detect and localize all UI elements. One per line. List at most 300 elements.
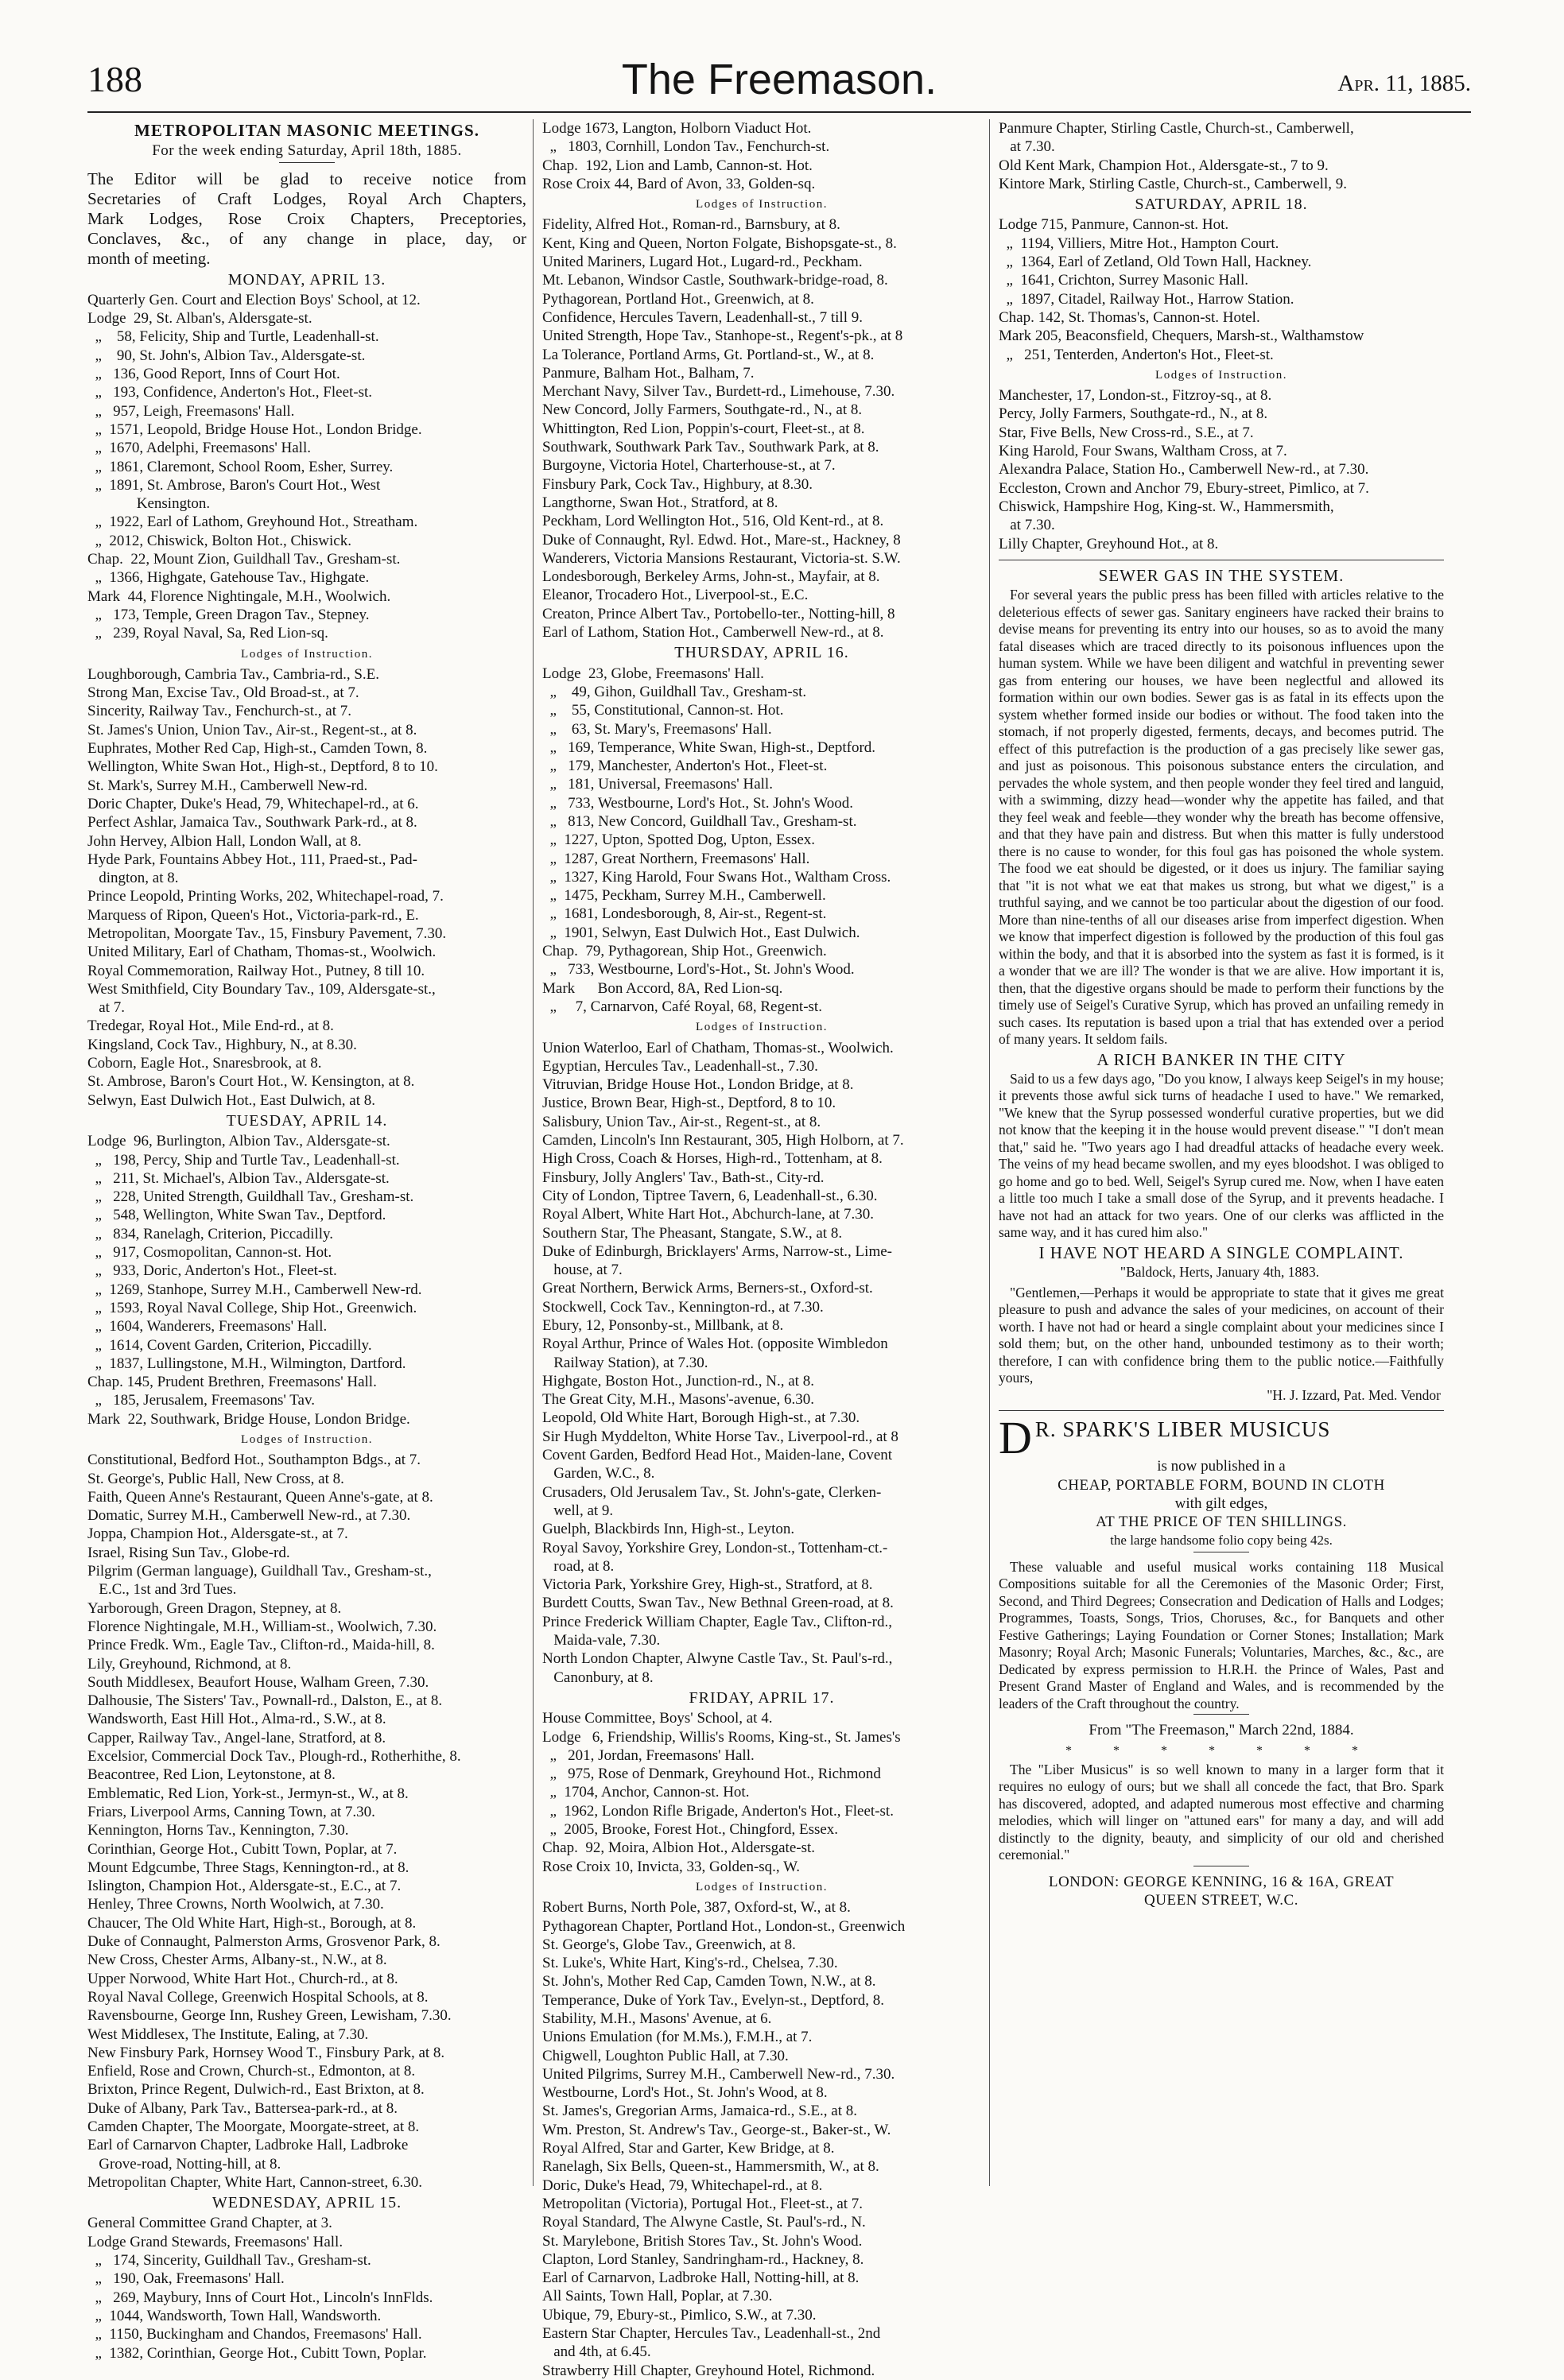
listing-line: „ 2012, Chiswick, Bolton Hot., Chiswick. <box>87 532 351 549</box>
listing-line: West Middlesex, The Institute, Ealing, at 7.30. <box>87 2025 369 2043</box>
complaint-letter: "Gentlemen,—Perhaps it would be appropriate to state that it gives me great pleasure to push and advance the sales of your medicines, on account of their worth. I have not had or heard a single complaint about your medicines since I sold them; but, on the other hand, unbounded testimony as to their worth; therefore, I can with confidence bring them to the public notice.—Faithfully yours, <box>999 1284 1444 1386</box>
listing-line: „ 1327, King Harold, Four Swans Hot., Waltham Cross. <box>542 868 891 886</box>
listing-line: Chap. 79, Pythagorean, Ship Hot., Greenwich. <box>542 943 827 960</box>
listing-line: Southwark, Southwark Park Tav., Southwark Park, at 8. <box>542 439 879 456</box>
listing-line: „ 733, Westbourne, Lord's Hot., St. John's Wood. <box>542 794 853 812</box>
listing-line: Royal Savoy, Yorkshire Grey, London-st., Tottenham-ct.- <box>542 1539 888 1556</box>
listing-line: „ 198, Percy, Ship and Turtle Tav., Leadenhall-st. <box>87 1151 400 1169</box>
listing-line: „ 548, Wellington, White Swan Tav., Deptford. <box>87 1207 386 1224</box>
listing-line: Grove-road, Notting-hill, at 8. <box>87 2155 281 2173</box>
article-title: METROPOLITAN MASONIC MEETINGS. <box>134 121 479 140</box>
listing-line: Clapton, Lord Stanley, Sandringham-rd., Hackney, 8. <box>542 2250 864 2268</box>
listing-line: „ 228, United Strength, Guildhall Tav., Gresham-st. <box>87 1188 414 1206</box>
listing-line: Camden, Lincoln's Inn Restaurant, 305, High Holborn, at 7. <box>542 1132 904 1149</box>
listing-line: „ 1891, St. Ambrose, Baron's Court Hot., West <box>87 476 381 494</box>
listing-line: Guelph, Blackbirds Inn, High-st., Leyton. <box>542 1521 795 1538</box>
listing-line: Creaton, Prince Albert Tav., Portobello-ter., Notting-hill, 8 <box>542 605 895 622</box>
listing-block <box>542 1039 981 1687</box>
listing-line: Star, Five Bells, New Cross-rd., S.E., at 7. <box>999 424 1254 441</box>
listing-line: Florence Nightingale, M.H., William-st., Woolwich, 7.30. <box>87 1618 437 1635</box>
listing-line: and 4th, at 6.45. <box>542 2343 651 2361</box>
listing-line: „ 1901, Selwyn, East Dulwich Hot., East Dulwich. <box>542 924 860 941</box>
day-heading-friday: FRIDAY, APRIL 17. <box>689 1688 835 1707</box>
listing-line: Hyde Park, Fountains Abbey Hot., 111, Praed-st., Pad- <box>87 851 417 868</box>
listing-line: Wandsworth, East Hill Hot., Alma-rd., S.W., at 8. <box>87 1711 386 1728</box>
rich-banker-article: Said to us a few days ago, "Do you know, I always keep Seigel's in my house; it prevents those awful sick turns of headache I used to have." We remarked, "We knew that the Syrup possessed wonderful curative properties, but we did not know that the keeping it in the house would prevent disease." "I don't mean that," said he. "Two years ago I had dreadful attacks of headache every week. The veins of my head became swollen, and my eyes bloodshot. I was obliged to go home and go to bed. Well, Seigel's Syrup cured me. Now, when I have eaten a little too much I take a small dose of the Syrup, and it prevents headache. I have not had an attack for two years. One of our clerks was afflicted in the same way, and it has cured him also." <box>999 1070 1444 1241</box>
loi-heading: Lodges of Instruction. <box>241 647 373 661</box>
listing-line: „ 1150, Buckingham and Chandos, Freemasons' Hall. <box>87 2326 422 2343</box>
listing-block <box>999 119 1444 193</box>
listing-line: New Cross, Chester Arms, Albany-st., N.W., at 8. <box>87 1952 387 1969</box>
listing-line: „ 1861, Claremont, School Room, Esher, Surrey. <box>87 458 394 475</box>
listing-line: Tredegar, Royal Hot., Mile End-rd., at 8. <box>87 1018 334 1035</box>
listing-line: Stability, M.H., Masons' Avenue, at 6. <box>542 2010 772 2027</box>
listing-line: Quarterly Gen. Court and Election Boys' School, at 12. <box>87 291 421 308</box>
listing-line: „ 63, St. Mary's, Freemasons' Hall. <box>542 720 772 738</box>
listing-line: United Military, Earl of Chatham, Thomas-st., Woolwich. <box>87 944 437 961</box>
listing-line: Canonbury, at 8. <box>542 1669 654 1686</box>
listing-line: General Committee Grand Chapter, at 3. <box>87 2215 332 2232</box>
listing-line: Highgate, Boston Hot., Junction-rd., N., at 8. <box>542 1372 814 1390</box>
listing-line: Wm. Preston, St. Andrew's Tav., George-st., Baker-st., W. <box>542 2121 891 2138</box>
drop-cap: D <box>999 1412 1032 1464</box>
listing-block <box>542 1898 981 2380</box>
listing-line: „ 1922, Earl of Lathom, Greyhound Hot., Streatham. <box>87 514 418 531</box>
listing-line: St. Mark's, Surrey M.H., Camberwell New-rd. <box>87 777 368 794</box>
listing-line: Ubique, 79, Ebury-st., Pimlico, S.W., at 7.30. <box>542 2306 817 2324</box>
listing-line: Ranelagh, Six Bells, Queen-st., Hammersmith, W., at 8. <box>542 2158 879 2176</box>
listing-line: Royal Albert, White Hart Hot., Abchurch-lane, at 7.30. <box>542 1206 875 1223</box>
listing-line: Merchant Navy, Silver Tav., Burdett-rd., Limehouse, 7.30. <box>542 383 895 401</box>
listing-line: Mount Edgcumbe, Three Stags, Kennington-rd., at 8. <box>87 1859 409 1876</box>
listing-line: Emblematic, Red Lion, York-st., Jermyn-st., W., at 8. <box>87 1785 409 1802</box>
listing-line: „ 49, Gihon, Guildhall Tav., Gresham-st. <box>542 683 807 700</box>
listing-line: Duke of Connaught, Palmerston Arms, Grosvenor Park, 8. <box>87 1933 440 1951</box>
listing-line: Garden, W.C., 8. <box>542 1465 655 1483</box>
editor-notice <box>87 169 526 269</box>
listing-line: „ 1604, Wanderers, Freemasons' Hall. <box>87 1318 328 1335</box>
listing-line: Royal Naval College, Greenwich Hospital Schools, at 8. <box>87 1988 429 2006</box>
listing-line: Leopold, Old White Hart, Borough High-st., at 7.30. <box>542 1409 860 1427</box>
listing-line: „ 1194, Villiers, Mitre Hot., Hampton Court. <box>999 235 1279 252</box>
listing-line: Chap. 92, Moira, Albion Hot., Aldersgate-st. <box>542 1839 816 1857</box>
loi-heading: Lodges of Instruction. <box>696 1880 828 1894</box>
listing-line: „ 1614, Covent Garden, Criterion, Piccadilly. <box>87 1336 372 1354</box>
listing-line: Metropolitan (Victoria), Portugal Hot., Fleet-st., at 7. <box>542 2195 863 2212</box>
listing-line: New Concord, Jolly Farmers, Southgate-rd., N., at 8. <box>542 401 863 419</box>
advert-stars: * * * * * * * <box>1065 1743 1377 1758</box>
listing-line: La Tolerance, Portland Arms, Gt. Portland-st., W., at 8. <box>542 346 875 363</box>
sewer-gas-heading: SEWER GAS IN THE SYSTEM. <box>1098 565 1345 585</box>
listing-line: Prince Frederick William Chapter, Eagle Tav., Clifton-rd., <box>542 1613 893 1630</box>
listing-line: Royal Arthur, Prince of Wales Hot. (opposite Wimbledon <box>542 1335 888 1353</box>
listing-line: Islington, Champion Hot., Aldersgate-st., E.C., at 7. <box>87 1878 402 1895</box>
listing-line: Great Northern, Berwick Arms, Berners-st., Oxford-st. <box>542 1280 873 1297</box>
listing-line: Earl of Carnarvon, Ladbroke Hall, Notting-hill, at 8. <box>542 2270 860 2287</box>
column-divider <box>533 119 534 2186</box>
listing-line: Lodge 6, Friendship, Willis's Rooms, King-st., St. James's <box>542 1728 901 1746</box>
listing-line: John Hervey, Albion Hall, London Wall, at 8. <box>87 832 362 850</box>
listing-line: High Cross, Coach & Horses, High-rd., Tottenham, at 8. <box>542 1150 883 1168</box>
listing-line: Dalhousie, The Sisters' Tav., Pownall-rd., Dalston, E., at 8. <box>87 1692 443 1710</box>
listing-line: Chap. 145, Prudent Brethren, Freemasons' Hall. <box>87 1374 377 1391</box>
listing-block <box>87 2214 526 2362</box>
listing-line: „ 7, Carnarvon, Café Royal, 68, Regent-st. <box>542 998 822 1015</box>
listing-line: Eastern Star Chapter, Hercules Tav., Leadenhall-st., 2nd <box>542 2325 881 2343</box>
listing-line: Lodge 715, Panmure, Cannon-st. Hot. <box>999 216 1229 234</box>
listing-line: Panmure, Balham Hot., Balham, 7. <box>542 364 755 382</box>
listing-line: Perfect Ashlar, Jamaica Tav., Southwark Park-rd., at 8. <box>87 814 417 831</box>
listing-line: Duke of Connaught, Ryl. Edwd. Hot., Mare-st., Hackney, 8 <box>542 531 901 548</box>
masthead-title: The Freemason. <box>621 56 937 103</box>
listing-line: Kent, King and Queen, Norton Folgate, Bishopsgate-st., 8. <box>542 235 897 252</box>
listing-line: „ 1044, Wandsworth, Town Hall, Wandsworth. <box>87 2307 382 2324</box>
listing-line: Chiswick, Hampshire Hog, King-st. W., Hammersmith, <box>999 498 1334 515</box>
listing-line: Manchester, 17, London-st., Fitzroy-sq., at 8. <box>999 387 1272 405</box>
listing-line: Kensington. <box>87 495 211 513</box>
listing-block <box>87 665 526 1110</box>
listing-line: „ 1366, Highgate, Gatehouse Tav., Highgate. <box>87 569 370 587</box>
section-rule <box>999 1410 1444 1411</box>
listing-line: Earl of Carnarvon Chapter, Ladbroke Hall, Ladbroke <box>87 2137 409 2154</box>
listing-line: „ 957, Leigh, Freemasons' Hall. <box>87 402 295 420</box>
listing-line: „ 1571, Leopold, Bridge House Hot., London Bridge. <box>87 421 422 438</box>
page-header <box>87 56 1471 103</box>
listing-line: Covent Garden, Bedford Head Hot., Maiden-lane, Covent <box>542 1447 893 1464</box>
publisher-line: LONDON: GEORGE KENNING, 16 & 16A, GREAT <box>1048 1873 1395 1890</box>
liber-musicus-advert <box>999 1412 1444 1909</box>
listing-line: United Strength, Hope Tav., Stanhope-st., Regent's-pk., at 8 <box>542 328 903 345</box>
loi-heading: Lodges of Instruction. <box>696 1021 828 1034</box>
listing-line: Pythagorean Chapter, Portland Hot., London-st., Greenwich <box>542 1917 906 1935</box>
listing-line: Israel, Rising Sun Tav., Globe-rd. <box>87 1544 290 1561</box>
listing-line: United Mariners, Lugard Hot., Lugard-rd., Peckham. <box>542 254 863 271</box>
listing-line: The Great City, M.H., Masons'-avenue, 6.30. <box>542 1391 815 1409</box>
listing-line: United Pilgrims, Surrey M.H., Camberwell New-rd., 7.30. <box>542 2065 895 2083</box>
editor-line: Mark Lodges, Rose Croix Chapters, Preceptories, <box>87 208 526 228</box>
day-heading-thursday: THURSDAY, APRIL 16. <box>674 644 849 662</box>
listing-line: Ravensbourne, George Inn, Rushey Green, Lewisham, 7.30. <box>87 2007 452 2025</box>
editor-line: Secretaries of Craft Lodges, Royal Arch Chapters, <box>87 188 526 208</box>
listing-line: Royal Alfred, Star and Garter, Kew Bridge, at 8. <box>542 2140 835 2157</box>
listing-line: Wellington, White Swan Hot., High-st., Deptford, 8 to 10. <box>87 758 438 776</box>
listing-line: „ 1593, Royal Naval College, Ship Hot., Greenwich. <box>87 1299 417 1316</box>
listing-line: All Saints, Town Hall, Poplar, at 7.30. <box>542 2288 773 2305</box>
listing-line: „ 169, Temperance, White Swan, High-st., Deptford. <box>542 738 876 756</box>
listing-line: Prince Fredk. Wm., Eagle Tav., Clifton-rd., Maida-hill, 8. <box>87 1637 435 1654</box>
listing-line: „ 975, Rose of Denmark, Greyhound Hot., Richmond <box>542 1766 881 1783</box>
listing-line: Royal Standard, The Alwyne Castle, St. Paul's-rd., N. <box>542 2214 866 2231</box>
listing-line: Duke of Albany, Park Tav., Battersea-park-rd., at 8. <box>87 2099 398 2117</box>
listing-line: St. James's Union, Union Tav., Air-st., Regent-st., at 8. <box>87 721 417 738</box>
listing-block <box>542 215 981 642</box>
advert-line: the large handsome folio copy being 42s. <box>1110 1533 1333 1549</box>
listing-line: Excelsior, Commercial Dock Tav., Plough-rd., Rotherhithe, 8. <box>87 1748 461 1766</box>
listing-line: „ 90, St. John's, Albion Tav., Aldersgate-st. <box>87 347 366 364</box>
listing-line: „ 1670, Adelphi, Freemasons' Hall. <box>87 440 311 457</box>
column-3 <box>999 119 1444 2202</box>
listing-line: Wanderers, Victoria Mansions Restaurant, Victoria-st. S.W. <box>542 549 901 567</box>
loi-heading: Lodges of Instruction. <box>1155 368 1287 382</box>
listing-line: Crusaders, Old Jerusalem Tav., St. John's-gate, Clerken- <box>542 1483 882 1501</box>
listing-line: Royal Commemoration, Railway Hot., Putney, 8 till 10. <box>87 962 425 979</box>
listing-line: Domatic, Surrey M.H., Camberwell New-rd., at 7.30. <box>87 1507 411 1525</box>
listing-line: „ 1681, Londesborough, 8, Air-st., Regent-st. <box>542 905 827 923</box>
listing-line: Pilgrim (German language), Guildhall Tav., Gresham-st., <box>87 1563 432 1580</box>
listing-line: Burdett Coutts, Swan Tav., New Bethnal Green-road, at 8. <box>542 1595 894 1612</box>
listing-line: Maida-vale, 7.30. <box>542 1632 661 1649</box>
listing-line: Metropolitan Chapter, White Hart, Cannon-street, 6.30. <box>87 2173 423 2191</box>
listing-line: Chigwell, Loughton Public Hall, at 7.30. <box>542 2047 789 2064</box>
listing-line: Panmure Chapter, Stirling Castle, Church-st., Camberwell, <box>999 120 1354 137</box>
listing-line: Euphrates, Mother Red Cap, High-st., Camden Town, 8. <box>87 740 428 758</box>
listing-line: Burgoyne, Victoria Hotel, Charterhouse-st., at 7. <box>542 457 836 475</box>
listing-line: „ 1227, Upton, Spotted Dog, Upton, Essex. <box>542 831 816 849</box>
listing-line: Friars, Liverpool Arms, Canning Town, at 7.30. <box>87 1803 375 1820</box>
listing-line: Lodge Grand Stewards, Freemasons' Hall. <box>87 2233 343 2250</box>
listing-line: Fidelity, Alfred Hot., Roman-rd., Barnsbury, at 8. <box>542 216 840 234</box>
listing-block <box>87 1132 526 1428</box>
listing-line: Chap. 192, Lion and Lamb, Cannon-st. Hot. <box>542 157 813 174</box>
day-heading-monday: MONDAY, APRIL 13. <box>227 270 386 289</box>
listing-line: Londesborough, Berkeley Arms, John-st., Mayfair, at 8. <box>542 568 880 586</box>
listing-line: St. George's, Globe Tav., Greenwich, at 8. <box>542 1936 796 1953</box>
listing-line: Whittington, Red Lion, Poppin's-court, Fleet-st., at 8. <box>542 420 865 437</box>
listing-line: Mark 22, Southwark, Bridge House, London Bridge. <box>87 1410 410 1428</box>
listing-line: „ 190, Oak, Freemasons' Hall. <box>87 2270 285 2288</box>
listing-line: Enfield, Rose and Crown, Church-st., Edmonton, at 8. <box>87 2063 416 2080</box>
listing-line: „ 1269, Stanhope, Surrey M.H., Camberwell New-rd. <box>87 1281 422 1298</box>
listing-line: Duke of Edinburgh, Bricklayers' Arms, Narrow-st., Lime- <box>542 1242 892 1260</box>
listing-line: Upper Norwood, White Hart Hot., Church-rd., at 8. <box>87 1970 398 1987</box>
listing-line: „ 173, Temple, Green Dragon Tav., Stepney. <box>87 606 370 623</box>
listing-line: Corinthian, George Hot., Cubitt Town, Poplar, at 7. <box>87 1840 398 1858</box>
listing-line: house, at 7. <box>542 1262 623 1279</box>
listing-line: Chap. 142, St. Thomas's, Cannon-st. Hotel. <box>999 308 1260 326</box>
complaint-signature: "H. J. Izzard, Pat. Med. Vendor <box>1267 1386 1441 1403</box>
listing-line: Finsbury, Jolly Anglers' Tav., Bath-st., City-rd. <box>542 1169 825 1186</box>
listing-line: Rose Croix 44, Bard of Avon, 33, Golden-sq. <box>542 175 816 192</box>
listing-block <box>542 665 981 1017</box>
listing-line: St. Luke's, White Hart, King's-rd., Chelsea, 7.30. <box>542 1955 838 1972</box>
listing-line: Victoria Park, Yorkshire Grey, High-st., Stratford, at 8. <box>542 1576 873 1594</box>
listing-line: „ 813, New Concord, Guildhall Tav., Gresham-st. <box>542 812 857 830</box>
short-rule <box>279 162 335 163</box>
listing-block <box>542 1709 981 1876</box>
column-2 <box>542 119 981 2379</box>
listing-line: road, at 8. <box>542 1557 615 1575</box>
listing-line: „ 211, St. Michael's, Albion Tav., Aldersgate-st. <box>87 1169 390 1187</box>
listing-line: „ 834, Ranelagh, Criterion, Piccadilly. <box>87 1225 334 1242</box>
listing-line: Peckham, Lord Wellington Hot., 516, Old Kent-rd., at 8. <box>542 513 884 530</box>
listing-block <box>87 291 526 643</box>
listing-line: Coborn, Eagle Hot., Snaresbrook, at 8. <box>87 1055 322 1072</box>
listing-line: Selwyn, East Dulwich Hot., East Dulwich, at 8. <box>87 1091 376 1109</box>
listing-line: St. Ambrose, Baron's Court Hot., W. Kensington, at 8. <box>87 1073 415 1091</box>
listing-line: „ 55, Constitutional, Cannon-st. Hot. <box>542 702 784 719</box>
listing-line: Eccleston, Crown and Anchor 79, Ebury-street, Pimlico, at 7. <box>999 479 1369 497</box>
advert-title: R. SPARK'S LIBER MUSICUS <box>1034 1417 1331 1442</box>
listing-line: St. John's, Mother Red Cap, Camden Town, N.W., at 8. <box>542 1973 876 1990</box>
listing-line: „ 181, Universal, Freemasons' Hall. <box>542 776 773 793</box>
listing-line: St. Marylebone, British Stores Tav., St. John's Wood. <box>542 2232 863 2250</box>
advert-description: These valuable and useful musical works containing 118 Musical Compositions suitable for all the Ceremonies of the Masonic Order; First, Second, and Third Degrees; Consecration and Dedication of Halls and Lodges; Programmes, Toasts, Songs, Trios, Choruses, &c., for Banquets and other Festive Gatherings; Laying Foundation or Corner Stones; Installation; Mark Masonry; Royal Arch; Masonic Funerals; Voluntaries, Marches, &c., &c., are Dedicated by express permission to H.R.H. the Prince of Wales, Past and Present Grand Master of England and Wales, and is recommended by the leaders of the Craft throughout the country. <box>999 1558 1444 1711</box>
listing-line: „ 251, Tenterden, Anderton's Hot., Fleet-st. <box>999 346 1274 363</box>
listing-line: Langthorne, Swan Hot., Stratford, at 8. <box>542 494 778 511</box>
listing-line: at 7.30. <box>999 138 1055 156</box>
listing-line: dington, at 8. <box>87 870 179 887</box>
publisher-line: QUEEN STREET, W.C. <box>1144 1892 1298 1909</box>
listing-line: Temperance, Duke of York Tav., Evelyn-st., Deptford, 8. <box>542 1991 885 2009</box>
listing-line: Mark Bon Accord, 8A, Red Lion-sq. <box>542 979 783 997</box>
listing-line: „ 1364, Earl of Zetland, Old Town Hall, Hackney. <box>999 254 1312 271</box>
listing-line: Lodge 29, St. Alban's, Aldersgate-st. <box>87 310 312 328</box>
day-heading-wednesday: WEDNESDAY, APRIL 15. <box>212 2194 402 2212</box>
listing-line: Lodge 96, Burlington, Albion Tav., Aldersgate-st. <box>87 1133 390 1150</box>
listing-line: „ 201, Jordan, Freemasons' Hall. <box>542 1746 755 1764</box>
listing-line: Doric, Duke's Head, 79, Whitechapel-rd., at 8. <box>542 2176 823 2194</box>
listing-block <box>999 386 1444 553</box>
listing-line: Lodge 1673, Langton, Holborn Viaduct Hot. <box>542 120 812 137</box>
listing-line: Sincerity, Railway Tav., Fenchurch-st., at 7. <box>87 703 351 720</box>
listing-line: „ 269, Maybury, Inns of Court Hot., Lincoln's InnFlds. <box>87 2289 433 2306</box>
listing-line: Confidence, Hercules Tavern, Leadenhall-st., 7 till 9. <box>542 308 863 326</box>
listing-line: St. George's, Public Hall, New Cross, at 8. <box>87 1470 344 1487</box>
listing-line: „ 733, Westbourne, Lord's-Hot., St. John's Wood. <box>542 961 855 979</box>
listing-line: „ 1287, Great Northern, Freemasons' Hall. <box>542 850 810 867</box>
loi-heading: Lodges of Instruction. <box>241 1433 373 1446</box>
sewer-gas-article: For several years the public press has been filled with articles relative to the deleterious effects of sewer gas. Sanitary engineers have racked their brains to devise means for preventing its entry into our houses, so as to avoid the many fatal diseases which are traced directly to its poisonous influences upon the human system. While we have been diligent and watchful in preventing sewer gas from entering our houses, we have been neglectful and allowed its formation within our own bodies. Sewer gas is as fatal in its effects upon the system whether formed inside our bodies or without. The food taken into the stomach, if not properly digested, ferments, decays, and becomes putrid. The effect of this putrefaction is the production of a gas precisely like sewer gas, and just as poisonous. This poisonous substance enters the circulation, and pervades the whole system, and then people wonder they feel tired and languid, with a swimming, dizzy head—wonder why the appetite has failed, and that they feel weak and feeble—they wonder why the breath has become offensive, and that they have pain and distress. But when this matter is fully understood there is no cause to wonder, for this foul gas has poisoned the whole system. The food we eat should be digested, or it does us injury. The familiar saying that "it is not what we eat that makes us strong, but what we digest," is a truthful saying, and we cannot be too particular about the digestion of our food. More than nine-tenths of all our diseases arise from imperfect digestion. When we know that imperfect digestion is followed by the production of this foul gas within the body, and that it is absorbed into the system as fast it is formed, is it a wonder that we are ill? The wonder is that we are alive. How important it is, then, that the digestive organs should be made to perform their functions by the timely use of Seigel's Curative Syrup, which has proved an unfailing remedy in such cases. Its reputation is based upon a trial that has extended over a period of many years. It seldom fails. <box>999 587 1444 1048</box>
listing-line: Vitruvian, Bridge House Hot., London Bridge, at 8. <box>542 1076 854 1094</box>
listing-line: well, at 9. <box>542 1502 614 1519</box>
listing-line: Chap. 22, Mount Zion, Guildhall Tav., Gresham-st. <box>87 551 401 568</box>
listing-line: Unions Emulation (for M.Ms.), F.M.H., at 7. <box>542 2029 813 2046</box>
advert-quote: The "Liber Musicus" is so well known to many in a larger form that it requires no eulogy of ours; but we shall all concede the fact, that Bro. Spark has discovered, adopted, and adapted numerous most effective and charming melodies, which will linger on "attuned ears" for many a day, and will add distinctly to the dignity, beauty, and simplicity of our old and cherished ceremonial." <box>999 1761 1444 1863</box>
listing-line: West Smithfield, City Boundary Tav., 109, Aldersgate-st., <box>87 980 436 998</box>
listing-line: Strawberry Hill Chapter, Greyhound Hotel, Richmond. <box>542 2362 875 2379</box>
editor-line: The Editor will be glad to receive notice from <box>87 169 526 188</box>
listing-line: „ 2005, Brooke, Forest Hot., Chingford, Essex. <box>542 1821 839 1839</box>
listing-line: „ 193, Confidence, Anderton's Hot., Fleet-st. <box>87 384 373 401</box>
listing-line: „ 1962, London Rifle Brigade, Anderton's Hot., Fleet-st. <box>542 1802 894 1820</box>
short-rule <box>1193 1714 1249 1715</box>
listing-line: Kintore Mark, Stirling Castle, Church-st., Camberwell, 9. <box>999 175 1347 192</box>
listing-line: Lilly Chapter, Greyhound Hot., at 8. <box>999 535 1219 552</box>
issue-date: Apr. 11, 1885. <box>1337 71 1471 96</box>
listing-line: Alexandra Palace, Station Ho., Camberwell New-rd., at 7.30. <box>999 461 1369 479</box>
listing-line: South Middlesex, Beaufort House, Walham Green, 7.30. <box>87 1673 429 1691</box>
listing-line: Loughborough, Cambria Tav., Cambria-rd., S.E. <box>87 665 379 683</box>
editor-line: month of meeting. <box>87 248 211 268</box>
listing-line: E.C., 1st and 3rd Tues. <box>87 1581 237 1599</box>
rich-banker-heading: A RICH BANKER IN THE CITY <box>1096 1049 1346 1069</box>
listing-line: „ 239, Royal Naval, Sa, Red Lion-sq. <box>87 625 328 642</box>
listing-line: Faith, Queen Anne's Restaurant, Queen Anne's-gate, at 8. <box>87 1488 433 1506</box>
advert-line: CHEAP, PORTABLE FORM, BOUND IN CLOTH <box>1058 1476 1385 1494</box>
listing-line: City of London, Tiptree Tavern, 6, Leadenhall-st., 6.30. <box>542 1187 878 1204</box>
listing-line: Capper, Railway Tav., Angel-lane, Stratford, at 8. <box>87 1729 386 1746</box>
listing-line: Justice, Brown Bear, High-st., Deptford, 8 to 10. <box>542 1095 836 1112</box>
listing-line: „ 1803, Cornhill, London Tav., Fenchurch-st. <box>542 138 830 156</box>
listing-line: „ 179, Manchester, Anderton's Hot., Fleet-st. <box>542 758 828 775</box>
advert-source: From "The Freemason," March 22nd, 1884. <box>1089 1722 1354 1739</box>
listing-line: Chaucer, The Old White Hart, High-st., Borough, at 8. <box>87 1914 417 1932</box>
listing-line: „ 58, Felicity, Ship and Turtle, Leadenhall-st. <box>87 328 379 346</box>
listing-line: Sir Hugh Myddelton, White Horse Tav., Liverpool-rd., at 8 <box>542 1428 898 1445</box>
listing-line: Kingsland, Cock Tav., Highbury, N., at 8.30. <box>87 1036 357 1053</box>
listing-block <box>542 119 981 193</box>
listing-block <box>87 1451 526 2192</box>
listing-line: Pythagorean, Portland Hot., Greenwich, at 8. <box>542 290 814 308</box>
listing-block <box>999 215 1444 363</box>
listing-line: Marquess of Ripon, Queen's Hot., Victoria-park-rd., E. <box>87 906 419 924</box>
column-divider <box>989 119 990 2186</box>
advert-title-row <box>999 1412 1444 1464</box>
page-number: 188 <box>87 59 142 99</box>
listing-line: Old Kent Mark, Champion Hot., Aldersgate-st., 7 to 9. <box>999 157 1329 174</box>
listing-line: Strong Man, Excise Tav., Old Broad-st., at 7. <box>87 684 359 702</box>
listing-line: Westbourne, Lord's Hot., St. John's Wood, at 8. <box>542 2084 828 2102</box>
header-rule <box>87 111 1471 113</box>
listing-line: Constitutional, Bedford Hot., Southampton Bdgs., at 7. <box>87 1452 421 1469</box>
day-heading-tuesday: TUESDAY, APRIL 14. <box>226 1111 388 1130</box>
listing-line: Camden Chapter, The Moorgate, Moorgate-street, at 8. <box>87 2118 420 2135</box>
listing-line: Robert Burns, North Pole, 387, Oxford-st, W., at 8. <box>542 1899 851 1917</box>
listing-line: at 7. <box>87 999 125 1017</box>
listing-line: Brixton, Prince Regent, Dulwich-rd., East Brixton, at 8. <box>87 2081 425 2099</box>
listing-line: Prince Leopold, Printing Works, 202, Whitechapel-road, 7. <box>87 888 444 905</box>
listing-line: „ 174, Sincerity, Guildhall Tav., Gresham-st. <box>87 2252 371 2270</box>
listing-line: „ 1382, Corinthian, George Hot., Cubitt Town, Poplar. <box>87 2344 427 2362</box>
listing-line: Beacontree, Red Lion, Leytonstone, at 8. <box>87 1766 336 1784</box>
complaint-heading: I HAVE NOT HEARD A SINGLE COMPLAINT. <box>1038 1242 1404 1262</box>
listing-line: Lodge 23, Globe, Freemasons' Hall. <box>542 665 764 682</box>
listing-line: Union Waterloo, Earl of Chatham, Thomas-st., Woolwich. <box>542 1039 894 1056</box>
listing-line: Mark 44, Florence Nightingale, M.H., Woolwich. <box>87 587 391 605</box>
listing-line: Percy, Jolly Farmers, Southgate-rd., N., at 8. <box>999 405 1268 423</box>
listing-line: „ 1641, Crichton, Surrey Masonic Hall. <box>999 272 1248 289</box>
listing-line: Kennington, Horns Tav., Kennington, 7.30. <box>87 1822 349 1839</box>
listing-line: Southern Star, The Pheasant, Stangate, S.W., at 8. <box>542 1224 843 1242</box>
listing-line: Doric Chapter, Duke's Head, 79, Whitechapel-rd., at 6. <box>87 795 419 812</box>
listing-line: Lily, Greyhound, Richmond, at 8. <box>87 1655 292 1673</box>
day-heading-saturday: SATURDAY, APRIL 18. <box>1135 196 1308 214</box>
listing-line: Mark 205, Beaconsfield, Chequers, Marsh-st., Walthamstow <box>999 328 1364 345</box>
listing-line: Joppa, Champion Hot., Aldersgate-st., at 7. <box>87 1525 348 1543</box>
listing-line: St. James's, Gregorian Arms, Jamaica-rd., S.E., at 8. <box>542 2103 858 2120</box>
listing-line: Egyptian, Hercules Tav., Leadenhall-st., 7.30. <box>542 1057 818 1075</box>
listing-line: King Harold, Four Swans, Waltham Cross, at 7. <box>999 443 1287 460</box>
listing-line: Finsbury Park, Cock Tav., Highbury, at 8.30. <box>542 475 813 493</box>
listing-line: House Committee, Boys' School, at 4. <box>542 1710 773 1727</box>
listing-line: Ebury, 12, Ponsonby-st., Millbank, at 8. <box>542 1317 784 1334</box>
listing-line: „ 1704, Anchor, Cannon-st. Hot. <box>542 1784 750 1801</box>
listing-line: Railway Station), at 7.30. <box>542 1354 708 1371</box>
column-1 <box>87 119 526 2362</box>
advert-line: AT THE PRICE OF TEN SHILLINGS. <box>1096 1514 1347 1531</box>
listing-line: „ 1837, Lullingstone, M.H., Wilmington, Dartford. <box>87 1355 406 1372</box>
listing-line: New Finsbury Park, Hornsey Wood T., Finsbury Park, at 8. <box>87 2044 445 2061</box>
editor-line: Conclaves, &c., of any change in place, day, or <box>87 228 526 248</box>
listing-line: Earl of Lathom, Station Hot., Camberwell New-rd., at 8. <box>542 624 884 642</box>
complaint-dateline: "Baldock, Herts, January 4th, 1883. <box>1120 1264 1320 1281</box>
listing-line: „ 917, Cosmopolitan, Cannon-st. Hot. <box>87 1244 332 1262</box>
listing-line: „ 1475, Peckham, Surrey M.H., Camberwell. <box>542 887 826 905</box>
listing-line: „ 136, Good Report, Inns of Court Hot. <box>87 366 340 383</box>
listing-line: Yarborough, Green Dragon, Stepney, at 8. <box>87 1599 342 1617</box>
listing-line: „ 185, Jerusalem, Freemasons' Tav. <box>87 1392 315 1409</box>
listing-line: Rose Croix 10, Invicta, 33, Golden-sq., W. <box>542 1858 801 1875</box>
